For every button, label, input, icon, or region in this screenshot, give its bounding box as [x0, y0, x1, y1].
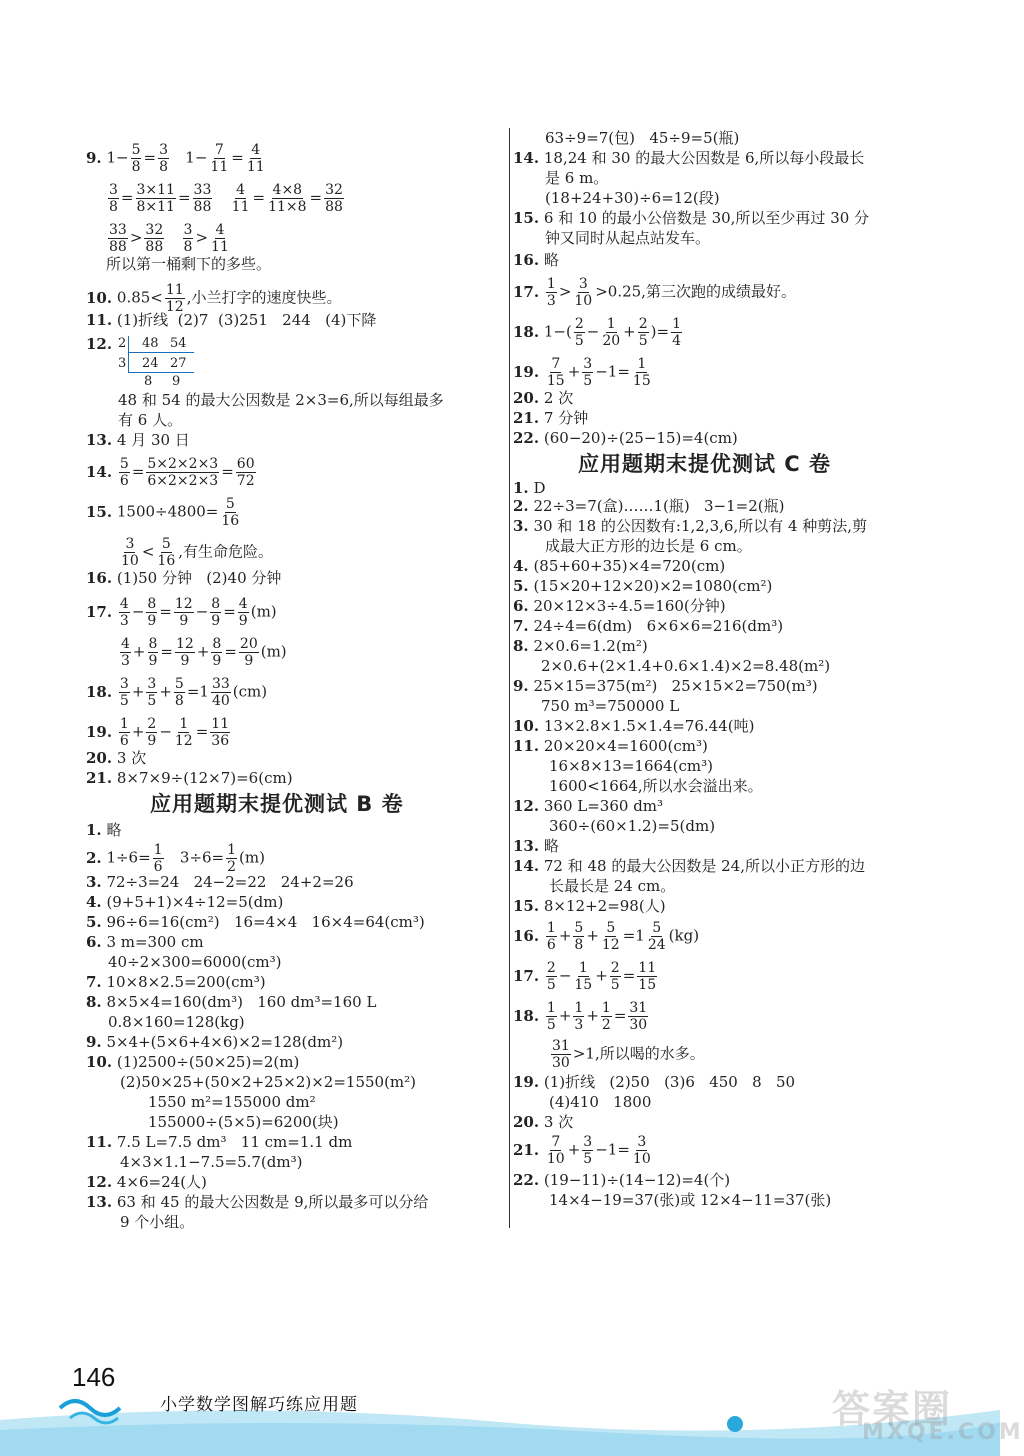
remainder-2: 9 [172, 374, 181, 389]
right-answer-line: 21. 7 分钟 [513, 409, 589, 427]
dividend-2: 54 [170, 336, 187, 351]
right-answer-line: (4)410 1800 [549, 1093, 652, 1111]
right-answer-line: 17. $\frac{1}{3}$ > $\frac{3}{10}$ >0.25,第三次跑的成绩最好。 [513, 276, 796, 309]
right-answer-line: 4. (85+60+35)×4=720(cm) [513, 557, 726, 575]
left-answer-line: 18. $\frac{3}{5}$ + $\frac{3}{5}$ + $\frac{5}{8}$ =1 $\frac{33}{40}$ (cm) [86, 676, 268, 709]
left-answer-line: 11. 7.5 L=7.5 dm³ 11 cm=1.1 dm [86, 1133, 353, 1151]
right-answer-line: 14×4−19=37(张)或 12×4−11=37(张) [549, 1191, 832, 1209]
dividend-1: 48 [142, 336, 159, 351]
left-answer-line: $\frac{3}{10}$ < $\frac{5}{16}$ ,有生命危险。 [121, 536, 274, 569]
right-answer-line: 16. 略 [513, 251, 559, 269]
left-answer-line: 4. (9+5+1)×4÷12=5(dm) [86, 893, 284, 911]
right-answer-line: $\frac{31}{30}$ >1,所以喝的水多。 [552, 1038, 705, 1071]
right-answer-line: 13. 略 [513, 837, 559, 855]
right-answer-line: 长最长是 24 cm。 [549, 877, 676, 895]
left-answer-line: 0.8×160=128(kg) [108, 1013, 245, 1031]
left-answer-line: 所以第一桶剩下的多些。 [106, 255, 272, 273]
left-answer-line: 10. 0.85< $\frac{11}{12}$ ,小兰打字的速度快些。 [86, 282, 342, 315]
right-answer-line: 5. (15×20+12×20)×2=1080(cm²) [513, 577, 773, 595]
left-answer-line: 4×3×1.1−7.5=5.7(dm³) [120, 1153, 303, 1171]
left-answer-line: 21. 8×7×9÷(12×7)=6(cm) [86, 769, 293, 787]
left-answer-line: 9. 1− $\frac{5}{8}$ = $\frac{3}{8}$ 1− $\frac{7}{11}$ = $\frac{4}{11}$ [86, 142, 265, 175]
remainder-1: 8 [144, 374, 153, 389]
right-answer-line: 11. 20×20×4=1600(cm³) [513, 737, 708, 755]
watermark-logo: 答案圈 [832, 1387, 953, 1431]
book-title: 小学数学图解巧练应用题 [160, 1395, 358, 1415]
divisor-2: 3 [118, 356, 127, 371]
right-answer-line: 17. $\frac{2}{5}$ − $\frac{1}{15}$ + $\frac{2}{5}$ = $\frac{11}{15}$ [513, 960, 657, 993]
right-answer-line: 8. 2×0.6=1.2(m²) [513, 637, 648, 655]
left-answer-line: 1. 略 [86, 821, 122, 839]
right-answer-line: 9. 25×15=375(m²) 25×15×2=750(m³) [513, 677, 818, 695]
left-answer-line: 有 6 人。 [118, 411, 183, 429]
left-answer-line: 14. $\frac{5}{6}$ = $\frac{5\times 2\times 2\times 3}{6\times 2\times 2\times 3}$ = $\frac{60}{72}$ [86, 456, 255, 489]
right-answer-line: 3. 30 和 18 的公因数有:1,2,3,6,所以有 4 种剪法,剪 [513, 517, 868, 535]
right-answer-line: 19. (1)折线 (2)50 (3)6 450 8 50 [513, 1073, 796, 1091]
left-answer-line: (2)50×25+(50×2+25×2)×2=1550(m²) [120, 1073, 417, 1091]
left-answer-line: 11. (1)折线 (2)7 (3)251 244 (4)下降 [86, 311, 377, 329]
quotient-2: 27 [170, 356, 187, 371]
right-answer-line: 18. 1−( $\frac{2}{5}$ − $\frac{1}{20}$ + $\frac{2}{5}$ )= $\frac{1}{4}$ [513, 316, 682, 349]
short-division [118, 334, 208, 390]
divisor-1: 2 [118, 336, 127, 351]
right-answer-line: 是 6 m。 [545, 169, 609, 187]
division-bracket [128, 336, 129, 372]
right-answer-line: 18. $\frac{1}{5}$ + $\frac{1}{3}$ + $\frac{1}{2}$ = $\frac{31}{30}$ [513, 1000, 648, 1033]
left-answer-line: 48 和 54 的最大公因数是 2×3=6,所以每组最多 [118, 391, 444, 409]
right-answer-line: 钟又同时从起点站发车。 [545, 229, 711, 247]
left-answer-line: 155000÷(5×5)=6200(块) [148, 1113, 339, 1131]
section-heading-b: 应用题期末提优测试 B 卷 [150, 792, 404, 816]
left-answer-line: 9. 5×4+(5×6+4×6)×2=128(dm²) [86, 1033, 344, 1051]
watermark-url: MXQE.COM [862, 1420, 1024, 1445]
right-answer-line: 21. $\frac{7}{10}$ + $\frac{3}{5}$ −1= $\frac{3}{10}$ [513, 1134, 651, 1167]
left-answer-line: $\frac{3}{8}$ = $\frac{3\times 11}{8\times 11}$ = $\frac{33}{88}$ $\frac{4}{11}$ = $\frac{4\times 8}{11\times 8}$ = $\frac{32}{88}$ [109, 182, 343, 215]
right-answer-line: 750 m³=750000 L [541, 697, 680, 715]
left-answer-line: 7. 10×8×2.5=200(cm³) [86, 973, 266, 991]
quotient-1: 24 [142, 356, 159, 371]
right-answer-line: 15. 6 和 10 的最小公倍数是 30,所以至少再过 30 分 [513, 209, 870, 227]
left-answer-line: 13. 4 月 30 日 [86, 431, 190, 449]
right-answer-line: 19. $\frac{7}{15}$ + $\frac{3}{5}$ −1= $\frac{1}{15}$ [513, 356, 651, 389]
right-answer-line: 20. 3 次 [513, 1113, 574, 1131]
right-answer-line: 14. 72 和 48 的最大公因数是 24,所以小正方形的边 [513, 857, 865, 875]
right-answer-line: 成最大正方形的边长是 6 cm。 [545, 537, 752, 555]
right-answer-line: 2. 22÷3=7(盒)……1(瓶) 3−1=2(瓶) [513, 497, 785, 515]
right-answer-line: (18+24+30)÷6=12(段) [545, 189, 720, 207]
left-answer-line: 2. 1÷6= $\frac{1}{6}$ 3÷6= $\frac{1}{2}$ (m) [86, 842, 265, 875]
left-answer-line: 6. 3 m=300 cm [86, 933, 204, 951]
left-answer-line: 13. 63 和 45 的最大公因数是 9,所以最多可以分给 [86, 1193, 429, 1211]
left-answer-line: 16. (1)50 分钟 (2)40 分钟 [86, 569, 282, 587]
left-answer-line: 8. 8×5×4=160(dm³) 160 dm³=160 L [86, 993, 377, 1011]
right-answer-line: 1. D [513, 479, 546, 497]
right-answer-line: 15. 8×12+2=98(人) [513, 897, 666, 915]
left-answer-line: 9 个小组。 [120, 1213, 195, 1231]
left-answer-line: 1550 m²=155000 dm² [148, 1093, 316, 1111]
right-answer-line: 12. 360 L=360 dm³ [513, 797, 664, 815]
right-answer-line: 20. 2 次 [513, 389, 574, 407]
right-answer-line: 16. $\frac{1}{6}$ + $\frac{5}{8}$ + $\frac{5}{12}$ =1 $\frac{5}{24}$ (kg) [513, 920, 700, 953]
division-bar-2 [128, 372, 194, 373]
division-bar [128, 352, 194, 353]
right-answer-line: 10. 13×2.8×1.5×1.4=76.44(吨) [513, 717, 755, 735]
right-answer-line: 16×8×13=1664(cm³) [549, 757, 713, 775]
left-answer-line: 12. 4×6=24(人) [86, 1173, 207, 1191]
left-answer-line: 12. [86, 335, 113, 353]
section-heading-c: 应用题期末提优测试 C 卷 [578, 452, 832, 476]
left-answer-line: 20. 3 次 [86, 749, 147, 767]
left-answer-line: 10. (1)2500÷(50×25)=2(m) [86, 1053, 300, 1071]
column-divider [509, 128, 510, 1228]
left-answer-line: 40÷2×300=6000(cm³) [108, 953, 282, 971]
right-answer-line: 63÷9=7(包) 45÷9=5(瓶) [545, 129, 740, 147]
page-number: 146 [72, 1362, 116, 1392]
left-answer-line: 17. $\frac{4}{3}$ − $\frac{8}{9}$ = $\frac{12}{9}$ − $\frac{8}{9}$ = $\frac{4}{9}$ (m) [86, 596, 277, 629]
right-answer-line: 2×0.6+(2×1.4+0.6×1.4)×2=8.48(m²) [541, 657, 831, 675]
left-answer-line: 15. 1500÷4800= $\frac{5}{16}$ [86, 496, 240, 529]
right-answer-line: 7. 24÷4=6(dm) 6×6×6=216(dm³) [513, 617, 784, 635]
right-answer-line: 360÷(60×1.2)=5(dm) [549, 817, 716, 835]
right-answer-line: 22. (19−11)÷(14−12)=4(个) [513, 1171, 731, 1189]
left-answer-line: 5. 96÷6=16(cm²) 16=4×4 16×4=64(cm³) [86, 913, 425, 931]
right-answer-line: 6. 20×12×3÷4.5=160(分钟) [513, 597, 726, 615]
right-answer-line: 14. 18,24 和 30 的最大公因数是 6,所以每小段最长 [513, 149, 865, 167]
right-answer-line: 1600<1664,所以水会溢出来。 [549, 777, 763, 795]
left-answer-line: $\frac{33}{88}$ > $\frac{32}{88}$ $\frac{3}{8}$ > $\frac{4}{11}$ [109, 222, 229, 255]
left-answer-line: 3. 72÷3=24 24−2=22 24+2=26 [86, 873, 354, 891]
right-answer-line: 22. (60−20)÷(25−15)=4(cm) [513, 429, 738, 447]
left-answer-line: $\frac{4}{3}$ + $\frac{8}{9}$ = $\frac{12}{9}$ + $\frac{8}{9}$ = $\frac{20}{9}$ (m) [121, 636, 287, 669]
left-answer-line: 19. $\frac{1}{6}$ + $\frac{2}{9}$ − $\frac{1}{12}$ = $\frac{11}{36}$ [86, 716, 230, 749]
